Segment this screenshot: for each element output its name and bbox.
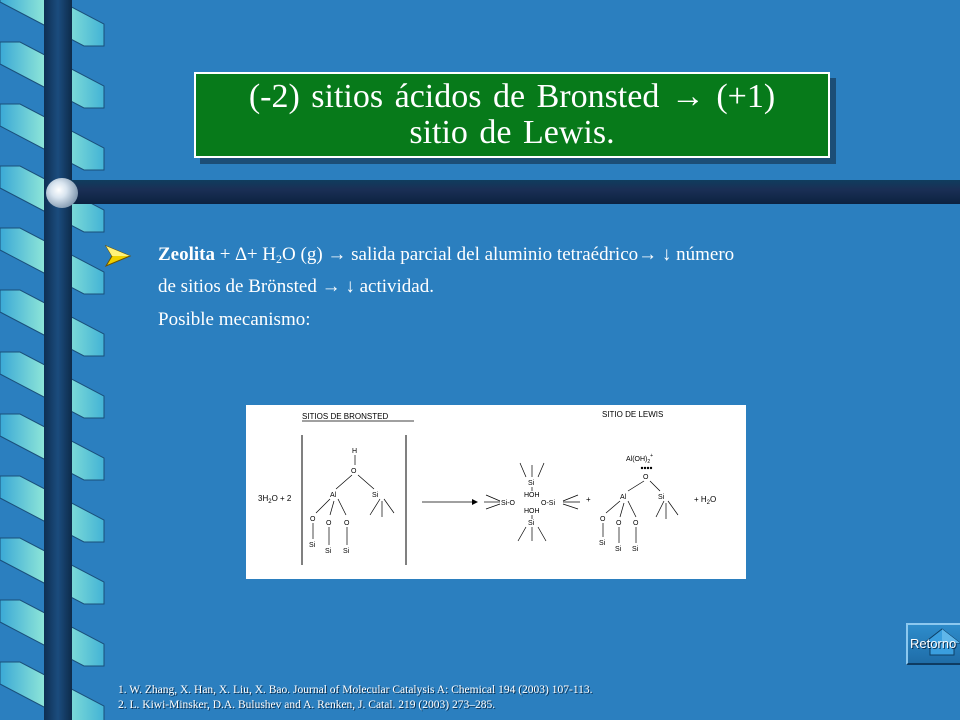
- svg-text:Si: Si: [528, 520, 535, 527]
- svg-text:Si: Si: [632, 546, 639, 553]
- svg-text:Si: Si: [528, 480, 535, 487]
- fig-heading-right: SITIO DE LEWIS: [602, 410, 664, 419]
- al-oh-label: $Al(OH)_2^+$: [626, 453, 654, 465]
- svg-text:O: O: [643, 474, 649, 481]
- water-product: + $H_2O$: [694, 495, 717, 506]
- svg-text:Si: Si: [343, 548, 350, 555]
- zeolita-label: Zeolita: [158, 244, 215, 265]
- svg-text:O: O: [616, 520, 622, 527]
- horizontal-divider-bar: [62, 180, 960, 204]
- svg-text:O: O: [351, 468, 357, 475]
- svg-text:Al: Al: [330, 492, 337, 499]
- svg-text:Si: Si: [658, 494, 665, 501]
- title-box: [194, 72, 830, 158]
- retorno-button[interactable]: [906, 623, 960, 665]
- references: [118, 683, 758, 713]
- posible-mecanismo-text: Posible mecanismo:: [158, 309, 311, 330]
- svg-text:O: O: [326, 520, 332, 527]
- svg-text:O: O: [344, 520, 350, 527]
- bullet-delta: + ∆+ H: [215, 244, 277, 265]
- svg-text:Si: Si: [615, 546, 622, 553]
- retorno-label: Retorno: [910, 636, 957, 651]
- svg-text:O: O: [310, 516, 316, 523]
- svg-text:Si: Si: [309, 542, 316, 549]
- reference-2: 2. L. Kiwi-Minsker, D.A. Bulushev and A. Renken, J. Catal. 219 (2003) 273–285.: [118, 699, 496, 711]
- fig-heading-left: SITIOS DE BRONSTED: [302, 412, 389, 421]
- reactant-label: $3H_2O + 2$: [258, 494, 292, 505]
- svg-text:Si: Si: [372, 492, 379, 499]
- svg-text:Al: Al: [620, 494, 627, 501]
- svg-text:+: +: [586, 495, 591, 504]
- decorative-ribbon: [0, 0, 110, 720]
- svg-text:HOH: HOH: [524, 508, 540, 515]
- svg-text:O-Si: O-Si: [541, 500, 555, 507]
- bullet-arrow-icon: [104, 244, 134, 268]
- bullet-h2-sub: 2: [276, 252, 283, 266]
- bullet-text: [158, 241, 918, 301]
- bullet-line2: de sitios de Brönsted → ↓ actividad.: [158, 276, 434, 297]
- svg-text:Si: Si: [325, 548, 332, 555]
- svg-text:O: O: [600, 516, 606, 523]
- reference-1: 1. W. Zhang, X. Han, X. Liu, X. Bao. Journal of Molecular Catalysis A: Chemical 194 (2003) 107-113.: [118, 684, 593, 696]
- slide-title: (-2) sitios ácidos de Bronsted → (+1) sitio de Lewis.: [248, 78, 776, 151]
- svg-text:O: O: [633, 520, 639, 527]
- svg-text:H: H: [352, 448, 358, 455]
- bullet-line1-rest: O (g) → salida parcial del aluminio tetraédrico→ ↓ número: [282, 244, 735, 265]
- divider-ball: [46, 178, 78, 208]
- svg-text:HOH: HOH: [524, 492, 540, 499]
- svg-text:Si: Si: [599, 540, 606, 547]
- svg-text:Si-O: Si-O: [501, 500, 515, 507]
- mechanism-figure: [246, 405, 746, 579]
